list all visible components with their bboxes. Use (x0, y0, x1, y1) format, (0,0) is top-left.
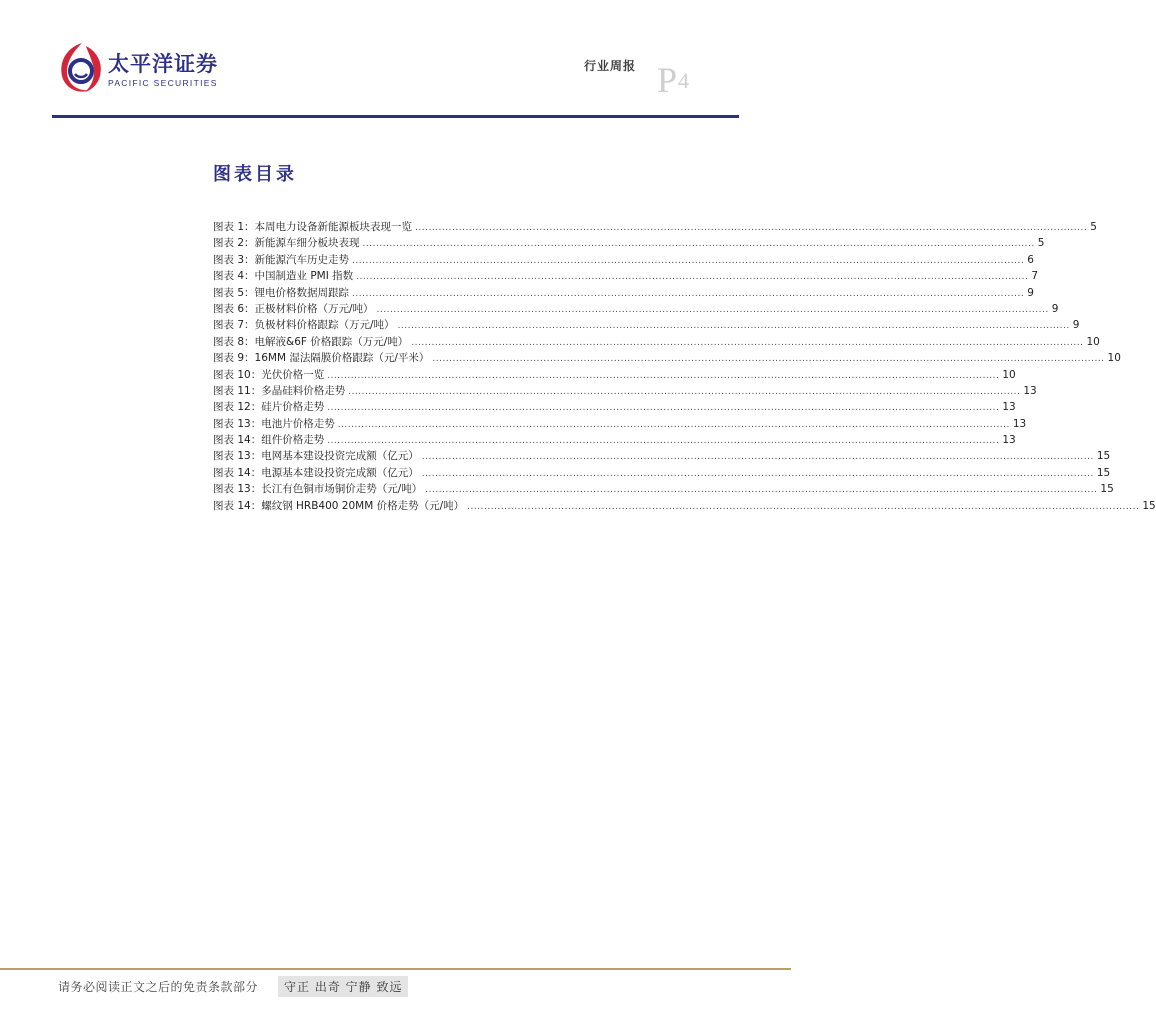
toc-leader-dots: ........................................................................................................................................................................................................ (327, 370, 1000, 381)
toc-item[interactable] (213, 448, 1111, 464)
toc-leader-dots: ........................................................................................................................................................................................................ (352, 288, 1025, 299)
toc-item[interactable] (213, 235, 1045, 251)
toc-item-label: 图表 9：16MM 湿法隔膜价格跟踪（元/平米） (213, 352, 430, 365)
toc-leader-dots: ........................................................................................................................................................................................................ (467, 501, 1140, 512)
toc-item-page: 5 (1037, 237, 1045, 250)
toc-item[interactable] (213, 252, 1034, 268)
header-divider (52, 115, 739, 118)
toc-item-label: 图表 3：新能源汽车历史走势 (213, 253, 350, 266)
toc-item-label: 图表 2：新能源车细分板块表现 (213, 237, 360, 250)
toc-item-label: 图表 14：电源基本建设投资完成额（亿元） (213, 466, 419, 479)
toc-leader-dots: ........................................................................................................................................................................................................ (415, 223, 1088, 233)
toc-item-page: 15 (1096, 450, 1111, 463)
toc-item-label: 图表 10：光伏价格一览 (213, 368, 325, 381)
toc-item[interactable] (213, 465, 1111, 481)
toc-item-label: 图表 4：中国制造业 PMI 指数 (213, 270, 354, 283)
disclaimer-text: 请务必阅读正文之后的免责条款部分 (58, 980, 259, 994)
toc-leader-dots: ........................................................................................................................................................................................................ (432, 354, 1105, 365)
toc-item-label: 图表 13：长江有色铜市场铜价走势（元/吨） (213, 483, 423, 496)
toc-item-page: 13 (1012, 417, 1027, 430)
logo-english-name: PACIFIC SECURITIES (108, 78, 218, 88)
toc-leader-dots: ........................................................................................................................................................................................................ (421, 452, 1094, 463)
toc-item-page: 9 (1072, 319, 1080, 332)
footer-divider (0, 968, 791, 970)
toc-item[interactable] (213, 334, 1100, 350)
toc-item[interactable] (213, 285, 1034, 301)
toc-item[interactable] (213, 481, 1114, 497)
figure-table-of-contents (213, 219, 1156, 514)
company-logo (56, 40, 216, 100)
toc-leader-dots: ........................................................................................................................................................................................................ (421, 468, 1094, 479)
page-prefix: P (657, 60, 678, 100)
toc-leader-dots: ........................................................................................................................................................................................................ (376, 304, 1049, 315)
logo-chinese-name: 太平洋证券 (108, 52, 218, 76)
toc-item-page: 5 (1090, 221, 1097, 233)
toc-item[interactable] (213, 350, 1121, 366)
toc-item-label: 图表 14：螺纹钢 HRB400 20MM 价格走势（元/吨） (213, 499, 465, 512)
toc-leader-dots: ........................................................................................................................................................................................................ (327, 403, 1000, 414)
toc-item[interactable] (213, 383, 1037, 399)
toc-item[interactable] (213, 219, 1097, 235)
toc-item-page: 13 (1002, 434, 1016, 447)
company-motto: 守正 出奇 宁静 致远 (278, 976, 408, 997)
toc-item[interactable] (213, 432, 1016, 448)
toc-title: 图表目录 (213, 164, 297, 185)
toc-item-label: 图表 1：本周电力设备新能源板块表现一览 (213, 221, 413, 233)
toc-leader-dots: ........................................................................................................................................................................................................ (348, 386, 1021, 397)
toc-item[interactable] (213, 416, 1027, 432)
toc-item-page: 6 (1027, 253, 1034, 266)
toc-item[interactable] (213, 498, 1156, 514)
toc-item[interactable] (213, 268, 1039, 284)
pacific-securities-logo-icon (56, 40, 106, 95)
toc-item-page: 10 (1002, 368, 1016, 381)
toc-item-page: 9 (1051, 302, 1059, 315)
toc-item-page: 9 (1027, 286, 1034, 299)
toc-item-page: 15 (1100, 483, 1114, 496)
toc-item[interactable] (213, 301, 1059, 317)
toc-item-label: 图表 5：锂电价格数据周跟踪 (213, 286, 350, 299)
toc-item-label: 图表 12：硅片价格走势 (213, 401, 325, 414)
toc-leader-dots: ........................................................................................................................................................................................................ (411, 337, 1084, 348)
toc-item-label: 图表 7：负极材料价格跟踪（万元/吨） (213, 319, 395, 332)
toc-leader-dots: ........................................................................................................................................................................................................ (356, 272, 1029, 283)
toc-item-page: 15 (1096, 466, 1111, 479)
toc-leader-dots: ........................................................................................................................................................................................................ (397, 321, 1070, 332)
toc-leader-dots: ........................................................................................................................................................................................................ (327, 436, 1000, 447)
toc-item-page: 13 (1023, 384, 1037, 397)
toc-item-label: 图表 11：多晶硅料价格走势 (213, 384, 346, 397)
toc-item-page: 13 (1002, 401, 1016, 414)
toc-item-label: 图表 13：电网基本建设投资完成额（亿元） (213, 450, 419, 463)
toc-item-label: 图表 14：组件价格走势 (213, 434, 325, 447)
toc-item-page: 7 (1031, 270, 1039, 283)
toc-item[interactable] (213, 367, 1016, 383)
toc-item-label: 图表 8：电解液&6F 价格跟踪（万元/吨） (213, 335, 409, 348)
page-number: 4 (678, 68, 689, 93)
toc-leader-dots: ........................................................................................................................................................................................................ (362, 239, 1035, 250)
toc-item-page: 10 (1086, 335, 1100, 348)
report-type: 行业周报 (584, 59, 637, 73)
toc-item[interactable] (213, 399, 1016, 415)
toc-item-page: 15 (1142, 499, 1156, 512)
toc-item[interactable] (213, 317, 1080, 333)
toc-leader-dots: ........................................................................................................................................................................................................ (352, 255, 1025, 266)
toc-item-label: 图表 13：电池片价格走势 (213, 417, 335, 430)
toc-leader-dots: ........................................................................................................................................................................................................ (425, 485, 1098, 496)
toc-item-page: 10 (1107, 352, 1121, 365)
toc-leader-dots: ........................................................................................................................................................................................................ (337, 419, 1010, 430)
toc-item-label: 图表 6：正极材料价格（万元/吨） (213, 302, 374, 315)
